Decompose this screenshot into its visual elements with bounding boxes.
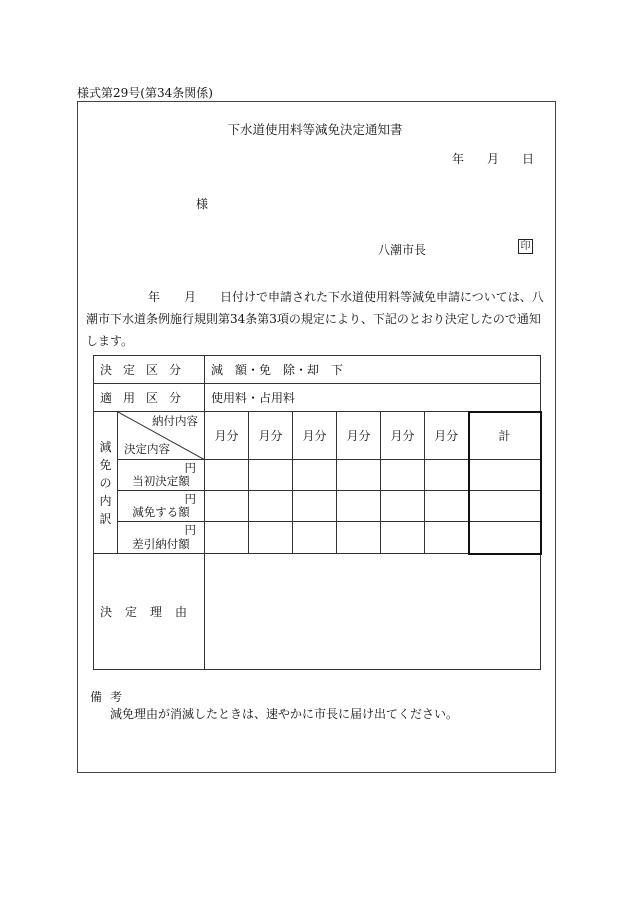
- initial-amount-label-cell: [118, 460, 205, 491]
- amount-cell: [337, 522, 381, 554]
- amount-cell: [249, 460, 293, 491]
- total-cell: [469, 491, 541, 522]
- applicable-type-value: 使用料・占用料: [205, 384, 541, 412]
- decision-reason-cell: [205, 554, 541, 670]
- total-cell: [469, 460, 541, 491]
- yen-unit: 円: [184, 461, 197, 475]
- breakdown-char: 内: [99, 493, 112, 508]
- amount-cell: [381, 491, 425, 522]
- applicable-type-label: 適用区分: [94, 384, 205, 412]
- issuer-name: 八潮市長: [378, 243, 427, 257]
- month-column-header: 月分: [381, 412, 425, 460]
- month-column-header: 月分: [293, 412, 337, 460]
- amount-cell: [205, 522, 249, 554]
- body-text-line-3: します。: [86, 334, 134, 348]
- date-year-label: 年: [452, 152, 465, 166]
- breakdown-vertical-label: [94, 412, 118, 554]
- body-text-line-2: 潮市下水道条例施行規則第34条第3項の規定により、下記のとおり決定したので通知: [86, 312, 541, 326]
- reduction-amount-label-cell: [118, 491, 205, 522]
- yen-unit: 円: [184, 492, 197, 506]
- initial-amount-label: 当初決定額: [132, 474, 190, 488]
- payment-content-label: 納付内容: [152, 414, 199, 428]
- date-day-label: 日: [522, 152, 535, 166]
- yen-unit: 円: [184, 523, 197, 537]
- remarks-text: 減免理由が消滅したときは、速やかに市長に届け出てください。: [110, 707, 459, 721]
- amount-cell: [381, 522, 425, 554]
- total-cell: [469, 522, 541, 554]
- amount-cell: [205, 460, 249, 491]
- amount-cell: [293, 460, 337, 491]
- breakdown-char: 減: [99, 439, 112, 454]
- decision-reason-label: 決定理由: [94, 554, 205, 670]
- date-month-label: 月: [487, 152, 500, 166]
- addressee-honorific: 様: [196, 197, 209, 211]
- net-payment-label: 差引納付額: [132, 537, 190, 551]
- month-column-header: 月分: [425, 412, 469, 460]
- form-number: 様式第29号(第34条関係): [77, 86, 213, 100]
- amount-cell: [249, 491, 293, 522]
- total-column-header: 計: [469, 412, 541, 460]
- amount-cell: [425, 460, 469, 491]
- document-title: 下水道使用料等減免決定通知書: [227, 122, 403, 137]
- amount-cell: [205, 491, 249, 522]
- breakdown-char: 免: [99, 457, 112, 472]
- month-column-header: 月分: [249, 412, 293, 460]
- amount-cell: [337, 491, 381, 522]
- breakdown-char: 訳: [99, 511, 112, 526]
- seal-mark: 印: [518, 239, 533, 254]
- amount-cell: [381, 460, 425, 491]
- amount-cell: [293, 491, 337, 522]
- decision-type-value: 減 額・免 除・却 下: [205, 356, 541, 384]
- net-payment-label-cell: [118, 522, 205, 554]
- body-text-line-1: 年 月 日付けで申請された下水道使用料等減免申請については、八: [148, 290, 544, 304]
- amount-cell: [337, 460, 381, 491]
- month-column-header: 月分: [337, 412, 381, 460]
- amount-cell: [249, 522, 293, 554]
- month-column-header: 月分: [205, 412, 249, 460]
- breakdown-char: の: [99, 475, 112, 490]
- decision-content-label: 決定内容: [124, 442, 170, 456]
- diagonal-header-cell: [118, 412, 205, 460]
- amount-cell: [425, 522, 469, 554]
- amount-cell: [293, 522, 337, 554]
- reduction-amount-label: 減免する額: [132, 505, 190, 519]
- amount-cell: [425, 491, 469, 522]
- decision-table: [93, 355, 542, 670]
- remarks-heading: 備考: [90, 690, 131, 704]
- decision-type-label: 決定区分: [94, 356, 205, 384]
